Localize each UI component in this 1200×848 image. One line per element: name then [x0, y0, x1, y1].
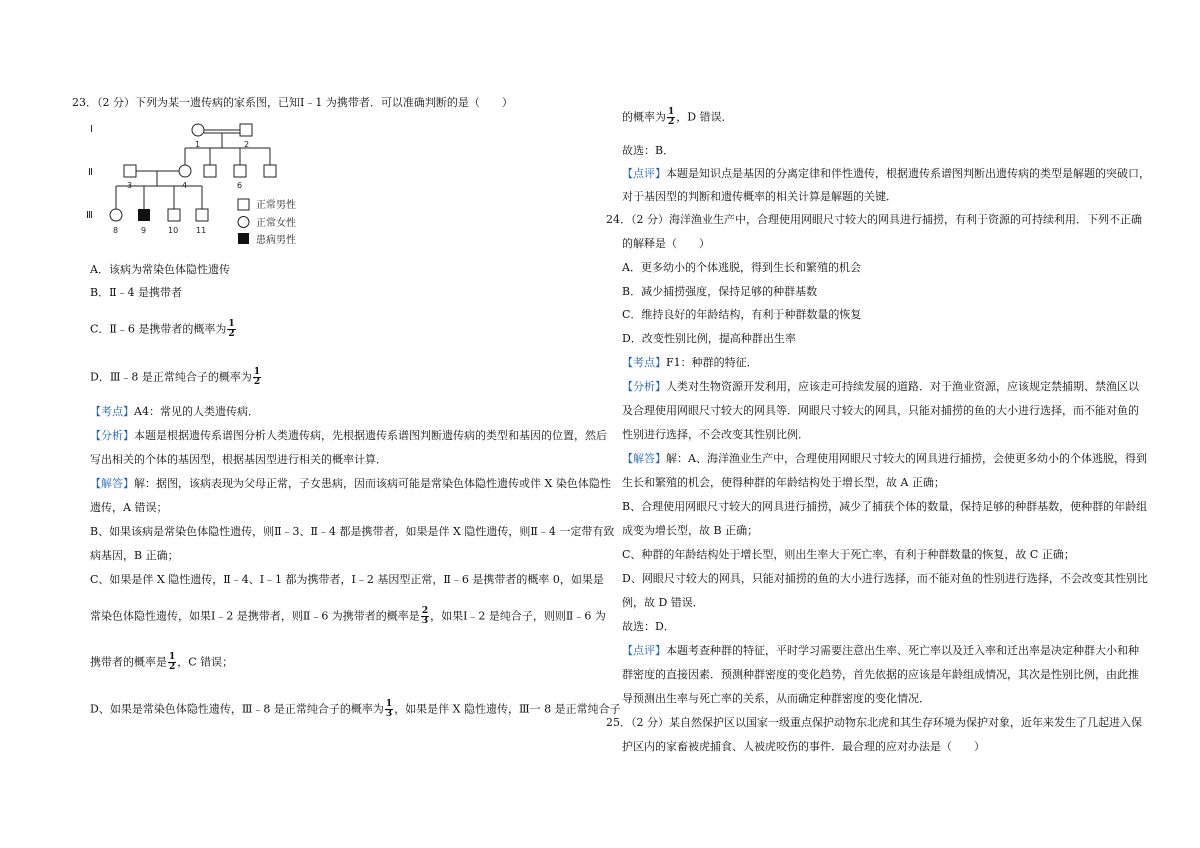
- ind-1: 1: [195, 140, 201, 149]
- q24-jieda-2: 生长和繁殖的机会，使得种群的年龄结构处于增长型，故 A 正确；: [622, 476, 945, 489]
- ind-11: 11: [196, 226, 207, 235]
- q23-jieda-5: C、如果是伴 X 隐性遗传，Ⅱ﹣4、Ⅰ﹣1 都为携带者，Ⅰ﹣2 基因型正常，Ⅱ﹣6 是携带者的概率 0，如果是: [90, 573, 604, 586]
- q23-option-b: B．Ⅱ﹣4 是携带者: [90, 286, 183, 299]
- ind-9: 9: [141, 226, 147, 235]
- q23-stem: 23．（2 分）下列为某一遗传病的家系图，已知Ⅰ﹣1 为携带者．可以准确判断的是（ ）: [72, 96, 513, 109]
- affected-male-9: [138, 209, 150, 221]
- q23-jieda-6: 常染色体隐性遗传，如果Ⅰ﹣2 是携带者，则Ⅱ﹣6 为携带者的概率是 $\frac{2}{3}$ ，如果Ⅰ﹣2 是纯合子，则则Ⅱ﹣6 为: [90, 606, 606, 626]
- q24-jieda-4: 成变为增长型，故 B 正确；: [622, 524, 759, 537]
- ind-8: 8: [113, 226, 119, 235]
- ind-6: 6: [237, 181, 243, 190]
- q24-dianping-3: 导预测出生率与死亡率的关系，从而确定种群密度的变化情况．: [622, 692, 930, 705]
- q24-dianping-1: 【点评】本题考查种群的特征，平时学习需要注意出生率、死亡率以及迁入率和迁出率是决定种群大小和种: [622, 644, 1139, 657]
- q24-jieda-3: B、合理使用网眼尺寸较大的网具进行捕捞，减少了捕获个体的数量，保持足够的种群基数，使种群的年龄组: [622, 500, 1148, 513]
- legend-affected-symbol: [238, 233, 249, 244]
- q24-stem-1: 24．（2 分）海洋渔业生产中，合理使用网眼尺寸较大的网具进行捕捞，有利于资源的可持续利用．下列不正确: [606, 213, 1142, 226]
- q24-stem-2: 的解释是（ ）: [622, 237, 710, 250]
- fraction-1-2: $\frac{1}{2}$: [668, 107, 675, 127]
- q23-jieda-7: 携带者的概率是 $\frac{1}{2}$ ，C 错误；: [90, 652, 234, 672]
- q23-jieda-4: 病基因，B 正确；: [90, 549, 179, 562]
- pedigree-diagram: [82, 114, 382, 264]
- q24-fenxi-2: 及合理使用网眼尺寸较大的网具等．网眼尺寸较大的网具，只能对捕捞的鱼的大小进行选择，而不能对鱼的: [622, 404, 1139, 417]
- q23-jieda-2: 遗传，A 错误；: [90, 501, 168, 514]
- q23-dianping-1: 【点评】本题是知识点是基因的分离定律和伴性遗传，根据遗传系谱图判断出遗传病的类型是解题的突破口，: [622, 167, 1150, 180]
- q23-option-d: D．Ⅲ﹣8 是正常纯合子的概率为 $\frac{1}{2}$: [90, 367, 261, 387]
- q24-fenxi-3: 性别进行选择，不会改变其性别比例．: [622, 428, 809, 441]
- q23-fenxi-2: 写出相关的个体的基因型，根据基因型进行相关的概率计算．: [90, 453, 387, 466]
- q23-option-c: C．Ⅱ﹣6 是携带者的概率为 $\frac{1}{2}$: [90, 319, 235, 339]
- fraction-1-3: $\frac{1}{3}$: [385, 699, 393, 719]
- q23-dianping-2: 对于基因型的判断和遗传概率的相关计算是解题的关键．: [622, 190, 897, 203]
- legend-normal-female: 正常女性: [256, 218, 296, 229]
- q23-jieda-3: B、如果该病是常染色体隐性遗传，则Ⅱ﹣3、Ⅱ﹣4 都是携带者，如果是伴 X 隐性遗传，则Ⅱ﹣4 一定带有致: [90, 525, 615, 538]
- gen-label-3: Ⅲ: [86, 210, 93, 221]
- q24-option-b: B．减少捕捞强度，保持足够的种群基数: [622, 285, 818, 298]
- q24-jieda-7: 例，故 D 错误．: [622, 596, 704, 609]
- q23-jieda-8: D、如果是常染色体隐性遗传，Ⅲ﹣8 是正常纯合子的概率为 $\frac{1}{3}$ ，如果是伴 X 隐性遗传，Ⅲ一 8 是正常纯合子: [90, 699, 621, 719]
- q24-option-c: C．维持良好的年龄结构，有利于种群数量的恢复: [622, 308, 862, 321]
- q24-dianping-2: 群密度的直接因素．预测种群密度的变化趋势，首先依据的应该是年龄组成情况，其次是性别比例，由此推: [622, 668, 1139, 681]
- fraction-2-3: $\frac{2}{3}$: [421, 606, 429, 626]
- fraction-1-2: $\frac{1}{2}$: [228, 319, 235, 339]
- ind-2: 2: [244, 140, 250, 149]
- ind-3: 3: [127, 181, 133, 190]
- q24-fenxi-1: 【分析】人类对生物资源开发利用，应该走可持续发展的道路．对于渔业资源，应该规定禁捕期、禁渔区以: [622, 380, 1139, 393]
- q23-kaodian: 【考点】A4：常见的人类遗传病．: [90, 405, 259, 418]
- q23-answer: 故选：B．: [622, 144, 675, 157]
- ind-4: 4: [182, 181, 188, 190]
- q24-option-d: D．改变性别比例，提高种群出生率: [622, 332, 796, 345]
- q24-kaodian: 【考点】F1：种群的特征．: [622, 356, 758, 369]
- q23-d-continued: 的概率为 $\frac{1}{2}$ ，D 错误．: [622, 107, 733, 127]
- ind-10: 10: [168, 226, 179, 235]
- legend-normal-male: 正常男性: [256, 200, 296, 211]
- q24-jieda-6: D、网眼尺寸较大的网具，只能对捕捞的鱼的大小进行选择，而不能对鱼的性别进行选择，不会改变其性别比: [622, 572, 1148, 585]
- q23-fenxi-1: 【分析】本题是根据遗传系谱图分析人类遗传病，先根据遗传系谱图判断遗传病的类型和基因的位置，然后: [90, 429, 607, 442]
- q24-jieda-1: 【解答】解：A、海洋渔业生产中，合理使用网眼尺寸较大的网具进行捕捞，会使更多幼小的个体逃脱，得到: [622, 452, 1147, 465]
- gen-label-2: Ⅱ: [88, 167, 93, 178]
- legend-affected-male: 患病男性: [256, 235, 296, 246]
- fraction-1-2: $\frac{1}{2}$: [253, 367, 261, 387]
- q24-option-a: A．更多幼小的个体逃脱，得到生长和繁殖的机会: [622, 261, 861, 274]
- q25-stem-1: 25．（2 分）某自然保护区以国家一级重点保护动物东北虎和其生存环境为保护对象，近年来发生了几起进入保: [606, 716, 1142, 729]
- gen-label-1: Ⅰ: [90, 124, 93, 135]
- q24-jieda-5: C、种群的年龄结构处于增长型，则出生率大于死亡率，有利于种群数量的恢复，故 C 正确；: [622, 548, 1075, 561]
- q23-option-a: A．该病为常染色体隐性遗传: [90, 263, 230, 276]
- q25-stem-2: 护区内的家畜被虎捕食、人被虎咬伤的事件．最合理的应对办法是（ ）: [622, 740, 985, 753]
- q24-answer: 故选：D．: [622, 620, 675, 633]
- q23-jieda-1: 【解答】解：据图，该病表现为父母正常，子女患病，因而该病可能是常染色体隐性遗传或伴 X 染色体隐性: [90, 477, 611, 490]
- fraction-1-2: $\frac{1}{2}$: [169, 652, 176, 672]
